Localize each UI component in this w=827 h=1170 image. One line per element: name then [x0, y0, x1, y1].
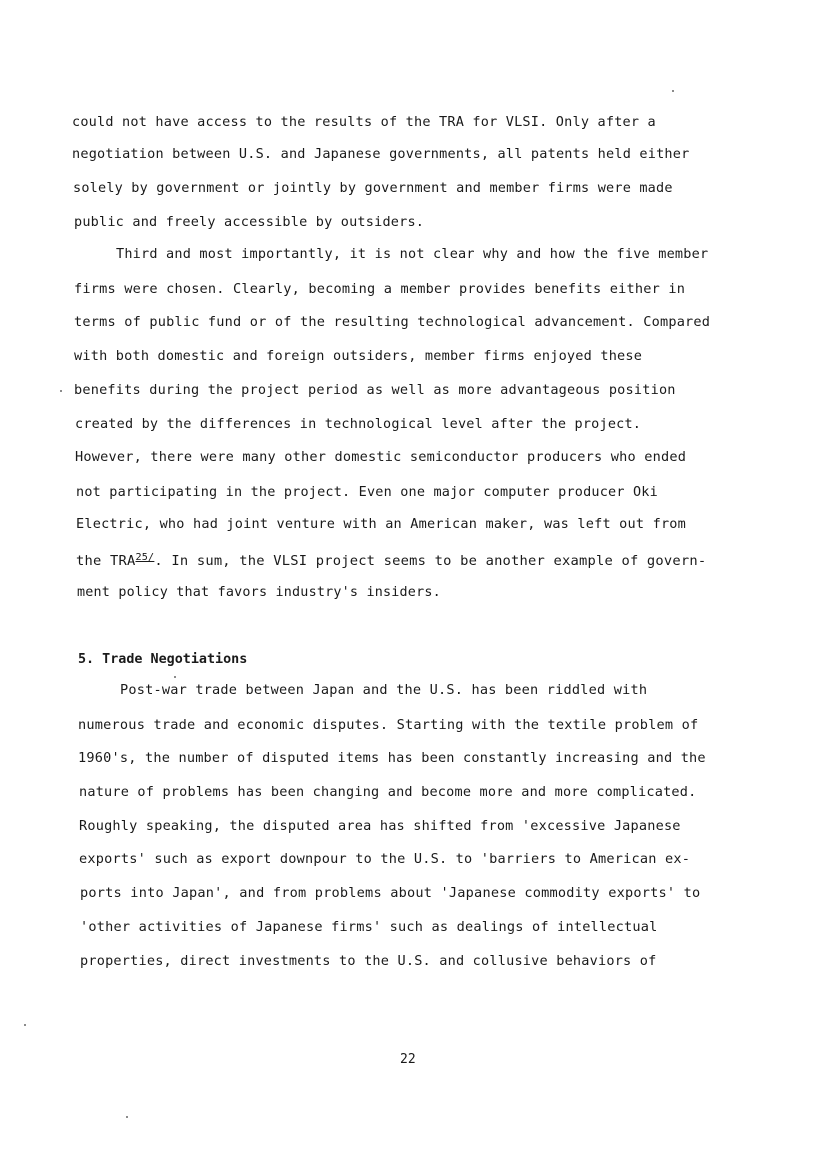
page-number: 22	[400, 1052, 416, 1067]
p2-footnote-line-before: the TRA	[76, 553, 136, 569]
p2-line-8: not participating in the project. Even one major computer producer Oki	[76, 484, 658, 500]
p1-line-3: solely by government or jointly by government and member firms were made	[73, 180, 673, 196]
p1-line-1: could not have access to the results of the TRA for VLSI. Only after a	[72, 114, 656, 130]
scan-speck	[24, 1024, 26, 1026]
p2-footnote-line-after: . In sum, the VLSI project seems to be another example of govern-	[154, 553, 707, 569]
s-line-6: exports' such as export downpour to the U.S. to 'barriers to American ex-	[79, 851, 691, 867]
p2-line-2: firms were chosen. Clearly, becoming a member provides benefits either in	[74, 281, 686, 297]
p1-line-2: negotiation between U.S. and Japanese governments, all patents held either	[72, 146, 690, 162]
section-heading: 5. Trade Negotiations	[78, 652, 248, 667]
p2-line-9: Electric, who had joint venture with an American maker, was left out from	[76, 516, 687, 532]
p2-line-3: terms of public fund or of the resulting technological advancement. Compared	[74, 314, 711, 330]
p2-line-4: with both domestic and foreign outsiders, member firms enjoyed these	[74, 348, 643, 364]
s-line-5: Roughly speaking, the disputed area has shifted from 'excessive Japanese	[79, 818, 681, 834]
s-line-1: Post-war trade between Japan and the U.S. has been riddled with	[120, 682, 648, 698]
s-line-4: nature of problems has been changing and become more and more complicated.	[79, 784, 697, 800]
footnote-ref: 25/	[135, 552, 155, 563]
p2-line-6: created by the differences in technological level after the project.	[75, 416, 642, 432]
p1-line-4: public and freely accessible by outsiders.	[74, 214, 425, 230]
s-line-7: ports into Japan', and from problems about 'Japanese commodity exports' to	[80, 885, 701, 901]
p2-line-5: benefits during the project period as well as more advantageous position	[74, 382, 676, 398]
p2-line-7: However, there were many other domestic semiconductor producers who ended	[75, 449, 687, 465]
s-line-3: 1960's, the number of disputed items has been constantly increasing and the	[78, 750, 706, 766]
scan-speck	[60, 390, 62, 392]
p2-line-1: Third and most importantly, it is not clear why and how the five member	[116, 246, 709, 262]
scan-speck	[672, 90, 674, 92]
s-line-9: properties, direct investments to the U.S. and collusive behaviors of	[80, 953, 657, 969]
s-line-2: numerous trade and economic disputes. Starting with the textile problem of	[78, 717, 699, 733]
scan-speck	[126, 1116, 128, 1118]
p2-last-line: ment policy that favors industry's insiders.	[77, 584, 441, 600]
p2-footnote-line	[76, 550, 706, 569]
scan-speck	[174, 676, 176, 678]
s-line-8: 'other activities of Japanese firms' such as dealings of intellectual	[80, 919, 658, 935]
